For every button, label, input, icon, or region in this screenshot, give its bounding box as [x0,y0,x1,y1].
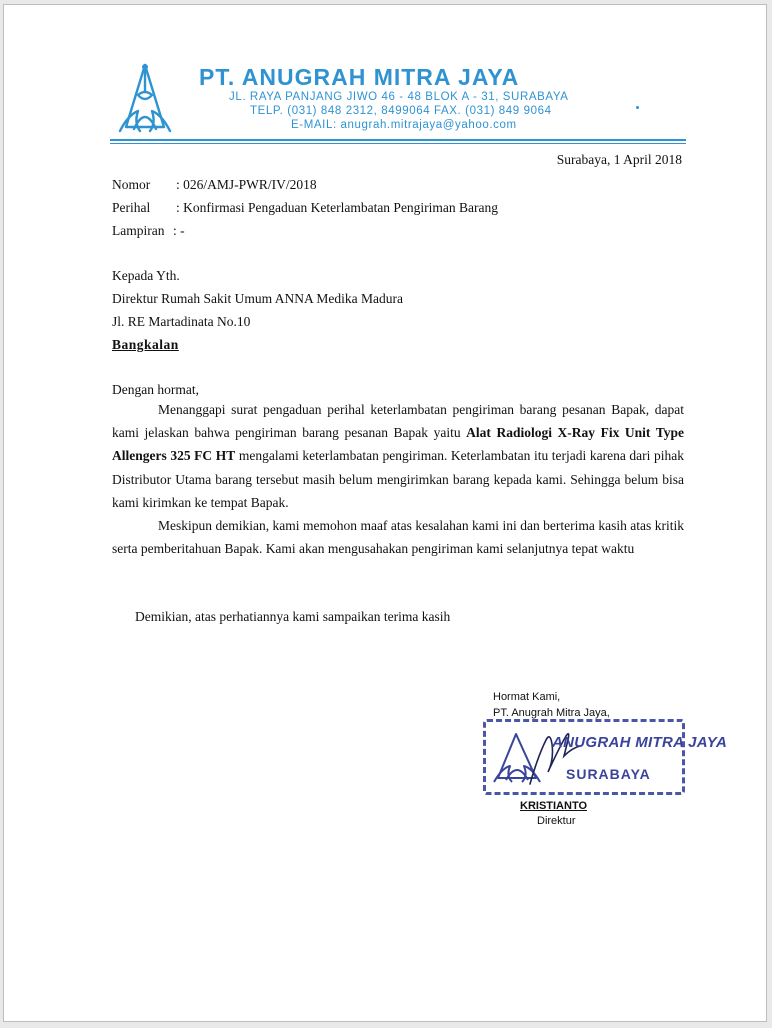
stamp-city: SURABAYA [566,766,651,782]
nomor-value: : 026/AMJ-PWR/IV/2018 [176,177,317,192]
closing-sentence: Demikian, atas perhatiannya kami sampaikan terima kasih [135,609,451,624]
company-name-header: PT. ANUGRAH MITRA JAYA [199,64,520,90]
perihal-label: Perihal [112,200,151,215]
p2-text: Meskipun demikian, kami memohon maaf atas kesalahan kami ini dan berterima kasih atas kritik serta pemberitahuan Bapak. Kami akan mengusahakan pengiriman kami selanjutnya tepat waktu [112,518,684,557]
body-paragraph-1 [112,398,684,514]
nomor-label: Nomor [112,177,151,192]
p1-text-start: Menanggapi surat pengaduan perihal keterlambatan pengiriman barang pesanan Bapak, dapat kami jelaskan bahwa pengiriman barang pesanan Bapak yaitu [112,402,684,441]
company-address: JL. RAYA PANJANG JIWO 46 - 48 BLOK A - 31, SURABAYA [229,91,569,103]
stamp-company-name: ANUGRAH MITRA JAYA [552,734,728,751]
p1-text-end: mengalami keterlambatan pengiriman. Keterlambatan itu terjadi karena dari pihak Distributor Utama barang tersebut masih belum mengirimkan barang kepada kami. Sehingga belum bisa kami kirimkan ke tempat Bapak. [112,448,684,510]
header-rule-thick [110,139,686,141]
signature-company: PT. Anugrah Mitra Jaya, [493,707,610,719]
recipient-name: Direktur Rumah Sakit Umum ANNA Medika Madura [112,291,403,306]
perihal-value: : Konfirmasi Pengaduan Keterlambatan Pengiriman Barang [176,200,499,215]
signature-regards: Hormat Kami, [493,691,561,703]
header-rule-thin [110,143,686,144]
body-paragraph-2 [112,514,684,560]
lampiran-label: Lampiran [112,223,165,238]
signatory-name: KRISTIANTO [520,800,588,812]
signatory-title: Direktur [537,815,576,827]
company-stamp [483,719,728,795]
company-phone: TELP. (031) 848 2312, 8499064 FAX. (031) 849 9064 [250,105,552,117]
product-name: Alat Radiologi X-Ray Fix Unit Type Allengers 325 FC HT [112,425,684,464]
letter-date: Surabaya, 1 April 2018 [556,152,682,167]
triangle-tent-logo-icon [116,61,174,137]
greeting: Dengan hormat, [112,382,199,397]
letter-page [3,4,767,1022]
recipient-city: Bangkalan [112,337,179,352]
recipient-salutation: Kepada Yth. [112,268,180,283]
lampiran-value: : - [173,223,185,238]
header-dot [636,106,639,109]
recipient-address: Jl. RE Martadinata No.10 [112,314,251,329]
company-email: E-MAIL: anugrah.mitrajaya@yahoo.com [291,119,517,131]
